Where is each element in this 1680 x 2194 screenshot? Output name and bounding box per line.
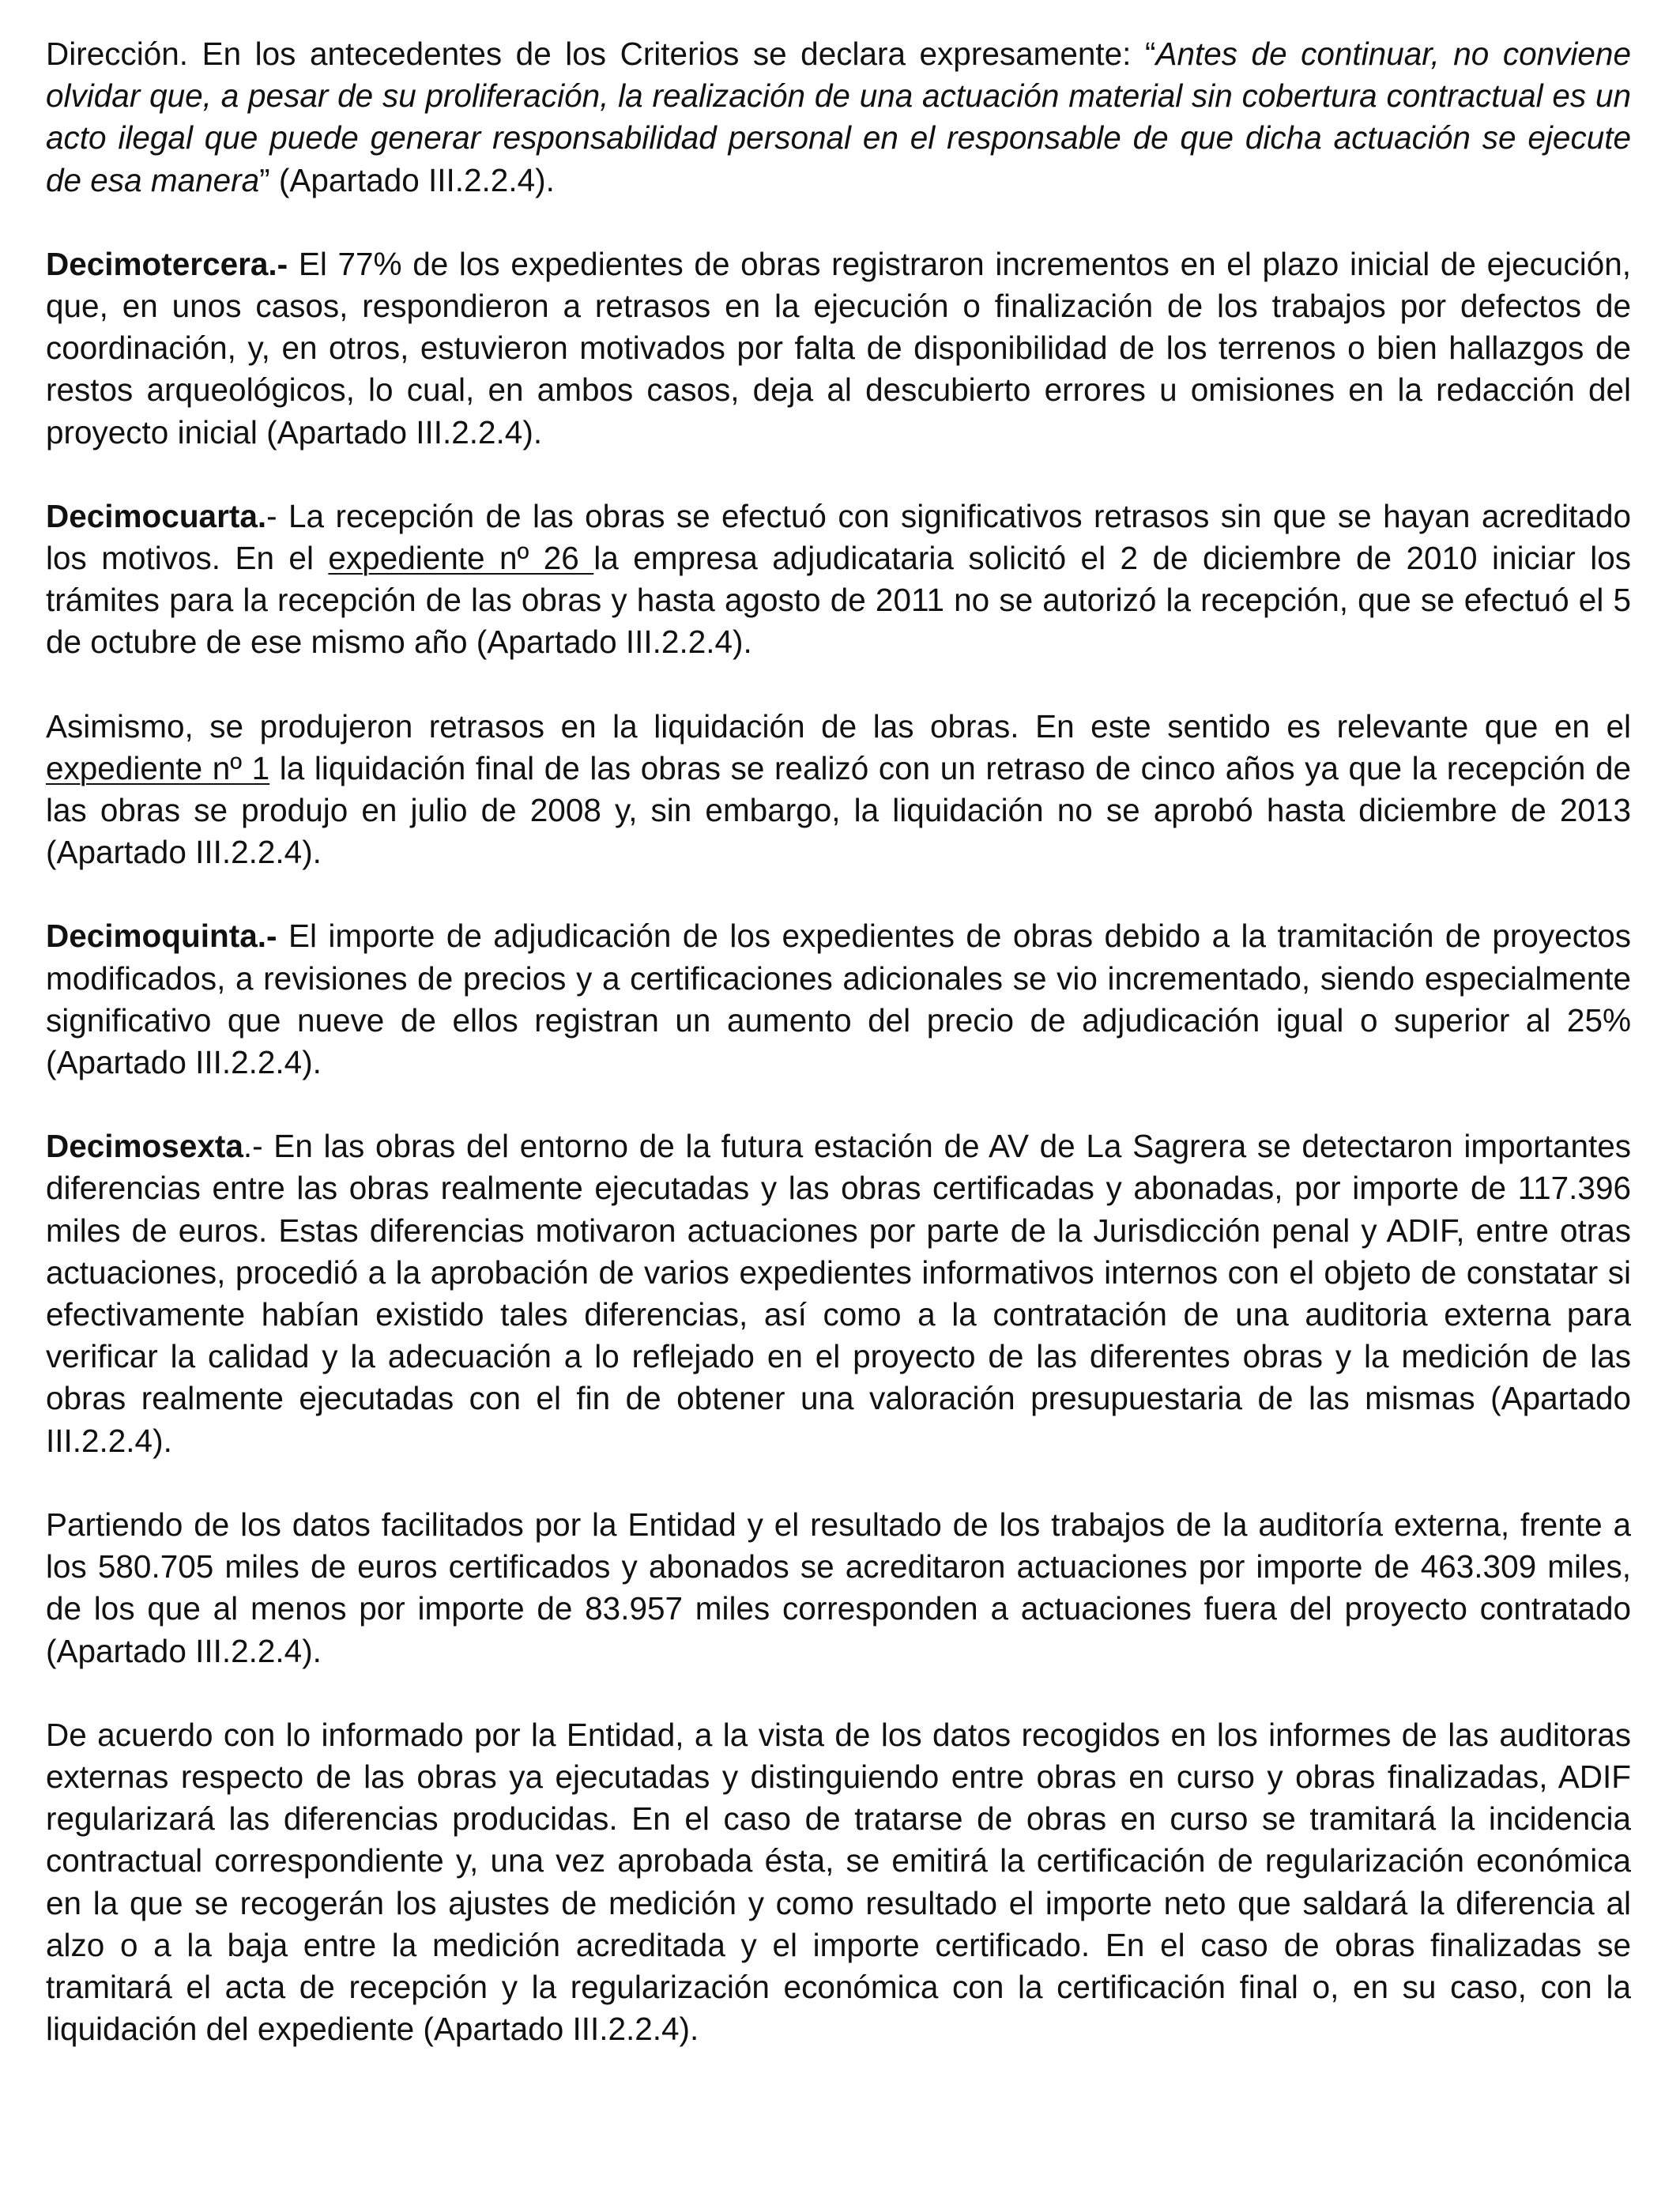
section-heading: Decimocuarta.	[46, 497, 267, 534]
expediente-reference: expediente nº 1	[46, 749, 270, 786]
section-heading: Decimosexta	[46, 1128, 243, 1165]
paragraph-de-acuerdo	[46, 1714, 1631, 2051]
paragraph-text: - La recepción de las obras se efectuó con significativos retrasos sin que se hayan acreditado los motivos. En el	[46, 497, 1631, 577]
paragraph-partiendo	[46, 1504, 1631, 1672]
paragraph-decimotercera	[46, 243, 1631, 454]
paragraph-text: De acuerdo con lo informado por la Entidad, a la vista de los datos recogidos en los informes de las auditoras externas respecto de las obras ya ejecutadas y distinguiendo entre obras en curso y obras finalizadas, ADIF regularizará las diferencias producidas. En el caso de tratarse de obras en curso se tramitará la incidencia contractual correspondiente y, una vez aprobada ésta, se emitirá la certificación de regularización económica en la que se recogerán los ajustes de medición y como resultado el importe neto que saldará la diferencia al alzo o a la baja entre la medición acreditada y el importe certificado. En el caso de obras finalizadas se tramitará el acta de recepción y la regularización económica con la certificación final o, en su caso, con la liquidación del expediente (Apartado III.2.2.4).	[46, 1716, 1631, 2048]
paragraph-text: Dirección. En los antecedentes de los Criterios se declara expresamente: “	[46, 36, 1156, 72]
paragraph-text: .- En las obras del entorno de la futura estación de AV de La Sagrera se detectaron importantes diferencias entre las obras realmente ejecutadas y las obras certificadas y abonadas, por importe de 117.396 miles de euros. Estas diferencias motivaron actuaciones por parte de la Jurisdicción penal y ADIF, entre otras actuaciones, procedió a la aprobación de varios expedientes informativos internos con el objeto de constatar si efectivamente habían existido tales diferencias, así como a la contratación de una auditoria externa para verificar la calidad y la adecuación a lo reflejado en el proyecto de las diferentes obras y la medición de las obras realmente ejecutadas con el fin de obtener una valoración presupuestaria de las mismas (Apartado III.2.2.4).	[46, 1128, 1631, 1459]
paragraph-direccion	[46, 33, 1631, 202]
paragraph-asimismo	[46, 706, 1631, 874]
paragraph-text: la liquidación final de las obras se realizó con un retraso de cinco años ya que la recepción de las obras se produjo en julio de 2008 y, sin embargo, la liquidación no se aprobó hasta diciembre de 2013 (Apartado III.2.2.4).	[46, 749, 1632, 871]
paragraph-text: El 77% de los expedientes de obras registraron incrementos en el plazo inicial de ejecución, que, en unos casos, respondieron a retrasos en la ejecución o finalización de los trabajos por defectos de coordinación, y, en otros, estuvieron motivados por falta de disponibilidad de los terrenos o bien hallazgos de restos arqueológicos, lo cual, en ambos casos, deja al descubierto errores u omisiones en la redacción del proyecto inicial (Apartado III.2.2.4).	[46, 245, 1631, 450]
paragraph-decimocuarta	[46, 496, 1631, 664]
paragraph-decimoquinta	[46, 915, 1631, 1084]
quoted-criterion: Antes de continuar, no conviene olvidar que, a pesar de su proliferación, la realización de una actuación material sin cobertura contractual es un acto ilegal que puede generar responsabilidad personal en el responsable de que dicha actuación se ejecute de esa manera	[46, 36, 1631, 198]
paragraph-text: El importe de adjudicación de los expedientes de obras debido a la tramitación de proyectos modificados, a revisiones de precios y a certificaciones adicionales se vio incrementado, siendo especialmente significativo que nueve de ellos registran un aumento del precio de adjudicación igual o superior al 25% (Apartado III.2.2.4).	[46, 918, 1631, 1081]
section-heading: Decimoquinta.-	[46, 918, 277, 955]
paragraph-text: ” (Apartado III.2.2.4).	[259, 161, 555, 198]
paragraph-text: la empresa adjudicataria solicitó el 2 de diciembre de 2010 iniciar los trámites para la recepción de las obras y hasta agosto de 2011 no se autorizó la recepción, que se efectuó el 5 de octubre de ese mismo año (Apartado III.2.2.4).	[46, 540, 1631, 661]
paragraph-text: Asimismo, se produjeron retrasos en la liquidación de las obras. En este sentido es relevante que en el	[46, 707, 1631, 745]
document-page	[46, 33, 1631, 2092]
paragraph-text: Partiendo de los datos facilitados por la Entidad y el resultado de los trabajos de la auditoría externa, frente a los 580.705 miles de euros certificados y abonados se acreditaron actuaciones por importe de 463.309 miles, de los que al menos por importe de 83.957 miles corresponden a actuaciones fuera del proyecto contratado (Apartado III.2.2.4).	[46, 1506, 1631, 1669]
paragraph-decimosexta	[46, 1125, 1631, 1462]
section-heading: Decimotercera.-	[46, 245, 288, 282]
expediente-reference: expediente nº 26	[328, 540, 594, 577]
